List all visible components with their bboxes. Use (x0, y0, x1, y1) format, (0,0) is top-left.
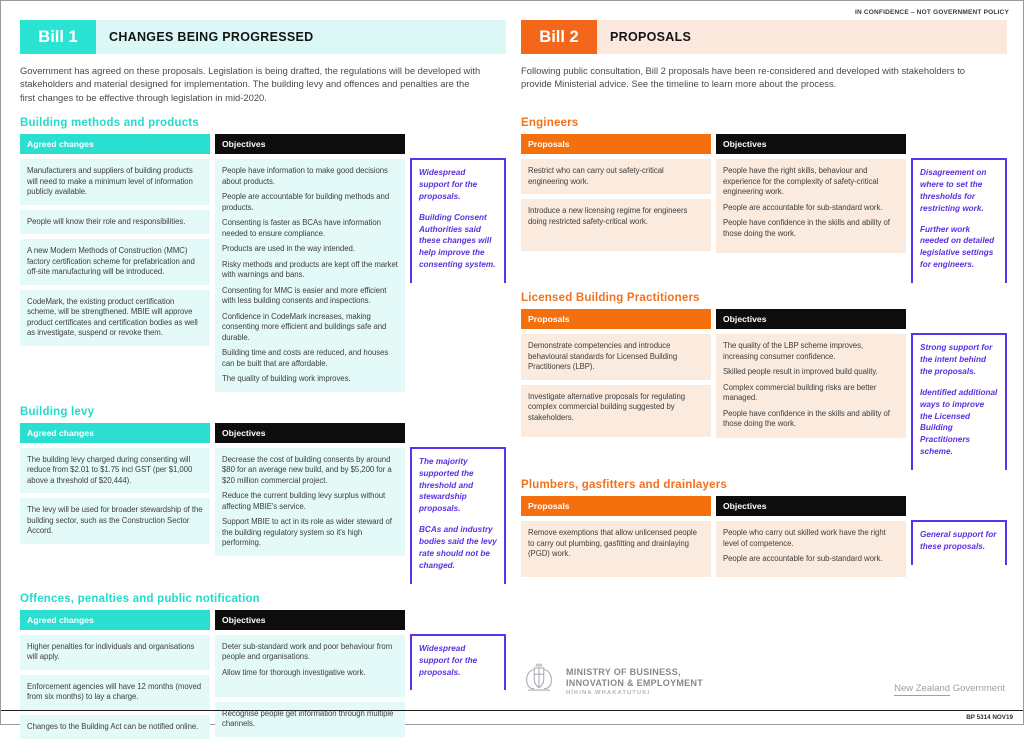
cell-text: People are accountable for building methods and products. (222, 192, 390, 212)
cell-text: Manufacturers and suppliers of building products will need to make a minimum level of information publicly available. (27, 166, 193, 197)
cell-text: The building levy charged during consenting will reduce from $2.01 to $1.75 incl GST (per $1,000 above a threshold of $20,444). (27, 454, 193, 485)
cell-text: Remove exemptions that allow unlicensed people to carry out plumbing, gasfitting and drainlaying (PGD) work. (528, 528, 697, 559)
cell-text: Complex commercial building risks are better managed. (723, 382, 877, 403)
consultation-annotation-box (911, 333, 1007, 470)
change-item (521, 159, 711, 194)
objectives-column-header: Objectives (716, 309, 906, 329)
cell-text: CodeMark, the existing product certification scheme, will be strengthened. MBIE will approve product certificates and certification bodies as well as investigate, suspend or revoke them. (27, 296, 198, 338)
ministry-name-line1: MINISTRY OF BUSINESS, (566, 666, 681, 677)
cell-text: People are accountable for sub-standard work. (723, 202, 883, 212)
objective-item-column (215, 423, 405, 561)
objective-item (215, 159, 405, 392)
cell-text: People have confidence in the skills and ability of those doing the work. (723, 408, 890, 429)
objective-item-column (716, 134, 906, 258)
cell-text: People have information to make good decisions about products. (222, 166, 388, 186)
annotation-text: Widespread support for the proposals. (419, 168, 478, 201)
objective-item-column (716, 309, 906, 443)
change-item-column (20, 610, 210, 745)
annotation-text: The majority supported the threshold and stewardship proposals. (419, 456, 474, 514)
bill1-intro: Government has agreed on these proposals. Legislation is being drafted, the regulations will be developed with stakeholders and material designed for implementation. The building levy and offences and penalties are the first changes to be effective through legislation in mid-2020. (20, 65, 481, 103)
consultation-annotation-box (911, 158, 1007, 283)
footer-divider (1, 710, 1023, 711)
consultation-annotation-box (911, 520, 1007, 565)
section-heading: Offences, penalties and public notification (20, 592, 260, 605)
changes-column-header: Proposals (521, 496, 711, 516)
annotation-text: Building Consent Authorities said these changes will help improve the consenting system. (419, 212, 496, 270)
objectives-column-header: Objectives (215, 423, 405, 443)
annotation-text: Identified additional ways to improve the Licensed Building Practitioners scheme. (920, 387, 998, 457)
change-item (20, 210, 210, 235)
change-item (20, 715, 210, 740)
cell-text: Allow time for thorough investigative work. (222, 667, 366, 677)
cell-text: Demonstrate competencies and introduce behavioural standards for Licensed Building Practitioners (LBP). (528, 341, 678, 372)
ministry-name (566, 667, 703, 696)
section-heading: Plumbers, gasfitters and drainlayers (521, 479, 727, 492)
objective-item-column (716, 496, 906, 582)
change-item (20, 498, 210, 544)
change-item (521, 334, 711, 380)
document-reference: BP 5314 NOV19 (966, 714, 1013, 721)
cell-text: Changes to the Building Act can be notified online. (27, 721, 199, 731)
objectives-column-header: Objectives (716, 496, 906, 516)
objectives-column-header: Objectives (215, 610, 405, 630)
section-grid (521, 496, 1017, 582)
section-grid (20, 134, 506, 397)
cell-text: Deter sub-standard work and poor behaviour from people and organisations. (222, 641, 393, 662)
ministry-name-line2: INNOVATION & EMPLOYMENT (566, 677, 704, 688)
cell-text: Consenting for MMC is easier and more efficient with less building consents and inspections. (222, 285, 387, 306)
change-item (20, 159, 210, 205)
change-item (521, 521, 711, 577)
consultation-annotation-box (410, 634, 506, 691)
cell-text: Restrict who can carry out safety-critical engineering work. (528, 166, 664, 186)
change-item (20, 448, 210, 494)
objective-item (716, 159, 906, 253)
annotation-text: Disagreement on where to set the thresholds for restricting work. (920, 168, 987, 213)
section-grid (20, 610, 506, 745)
change-item (20, 675, 210, 710)
section-heading: Building methods and products (20, 117, 199, 129)
section (521, 479, 1017, 582)
bill1-badge: Bill 1 (20, 20, 96, 54)
bill2-header-band (521, 20, 1007, 54)
change-item (20, 239, 210, 285)
change-item (20, 290, 210, 346)
cell-text: Decrease the cost of building consents by around $80 for an average new build, and by $5,200 for a $20 million commercial project. (222, 454, 392, 485)
changes-column-header: Proposals (521, 134, 711, 154)
nz-government-nz-part: New Zealand (894, 683, 951, 694)
bill2-panel (513, 20, 1023, 753)
consultation-annotation-box (410, 447, 506, 584)
change-item-column (20, 423, 210, 549)
cell-text: People are accountable for sub-standard work. (723, 554, 883, 564)
objectives-column-header: Objectives (716, 134, 906, 154)
changes-column-header: Agreed changes (20, 610, 210, 630)
content-columns (1, 1, 1023, 753)
objective-item-column (215, 134, 405, 397)
annotation-text: Strong support for the intent behind the proposals. (920, 343, 993, 376)
cell-text: Introduce a new licensing regime for engineers doing restricted safety-critical work. (528, 206, 688, 226)
cell-text: People have the right skills, behaviour and experience for the complexity of safety-critical engineering work. (723, 166, 879, 197)
change-item (20, 635, 210, 670)
cell-text: The quality of the LBP scheme improves, increasing consumer confidence. (723, 341, 864, 361)
cell-text: Confidence in CodeMark increases, making consenting more efficient and buildings safe and durable. (222, 311, 387, 342)
annotation-text: Further work needed on detailed legislative settings for engineers. (920, 224, 995, 270)
bill2-sections (521, 117, 1017, 582)
cell-text: Enforcement agencies will have 12 months (moved from six months) to lay a charge. (27, 681, 202, 702)
cell-text: A new Modern Methods of Construction (MMC) factory certification scheme for prefabrication and off-site manufacturing will be introduced. (27, 246, 195, 277)
section-grid (521, 134, 1017, 283)
confidentiality-notice: IN CONFIDENCE – NOT GOVERNMENT POLICY (854, 9, 1009, 16)
section (521, 292, 1017, 470)
cell-text: The quality of building work improves. (222, 374, 351, 384)
section (20, 117, 506, 397)
change-item-column (521, 496, 711, 582)
ministry-maori-name: HĪKINA WHAKATUTUKI (566, 690, 651, 697)
objective-item (215, 635, 405, 697)
footer-ministry-block (520, 661, 703, 702)
cell-text: Higher penalties for individuals and organisations will apply. (27, 641, 195, 662)
bill2-title: PROPOSALS (597, 20, 1007, 54)
objective-item (215, 702, 405, 737)
bill1-sections (20, 117, 506, 744)
section (20, 406, 506, 584)
cell-text: Support MBIE to act in its role as wider steward of the building regulatory system so it's high performing. (222, 517, 392, 548)
section (521, 117, 1017, 283)
section-heading: Engineers (521, 117, 579, 129)
mbie-coat-of-arms-icon (520, 661, 558, 702)
bill1-header-band (20, 20, 506, 54)
objective-item (716, 334, 906, 438)
objective-item (215, 448, 405, 556)
cell-text: Consenting is faster as BCAs have information needed to ensure compliance. (222, 218, 381, 238)
cell-text: Recognise people get information through multiple channels. (222, 708, 394, 729)
bill1-panel (1, 20, 513, 753)
change-item-column (521, 309, 711, 442)
cell-text: Investigate alternative proposals for regulating complex commercial building suggested by stakeholders. (528, 391, 686, 422)
cell-text: Building time and costs are reduced, and houses can be built that are affordable. (222, 348, 389, 368)
nz-government-rest-part: Government (950, 683, 1005, 694)
section-grid (20, 423, 506, 584)
cell-text: Skilled people result in improved build quality. (723, 367, 878, 377)
annotation-text: Widespread support for the proposals. (419, 643, 478, 677)
objective-item-column (215, 610, 405, 742)
nz-government-logo (894, 683, 1005, 694)
section-grid (521, 309, 1017, 470)
bill2-badge: Bill 2 (521, 20, 597, 54)
change-item (521, 199, 711, 251)
cell-text: Risky methods and products are kept off the market with warnings and bans. (222, 259, 398, 280)
changes-column-header: Proposals (521, 309, 711, 329)
objectives-column-header: Objectives (215, 134, 405, 154)
annotation-text: BCAs and industry bodies said the levy rate should not be changed. (419, 525, 497, 570)
bill1-title: CHANGES BEING PROGRESSED (96, 20, 506, 54)
section (20, 593, 506, 745)
section-heading: Building levy (20, 405, 95, 418)
change-item-column (521, 134, 711, 256)
cell-text: Reduce the current building levy surplus without affecting MBIE's service. (222, 491, 386, 511)
consultation-annotation-box (410, 158, 506, 283)
cell-text: People have confidence in the skills and ability of those doing the work. (723, 218, 890, 238)
annotation-text: General support for these proposals. (920, 530, 997, 552)
cell-text: Products are used in the way intended. (222, 244, 355, 254)
changes-column-header: Agreed changes (20, 423, 210, 443)
bill2-intro: Following public consultation, Bill 2 proposals have been re-considered and developed with stakeholders to provide Ministerial advice. See the timeline to learn more about the process. (521, 65, 966, 90)
cell-text: The levy will be used for broader stewardship of the building sector, such as the Construction Sector Accord. (27, 505, 203, 536)
change-item-column (20, 134, 210, 351)
cell-text: People will know their role and responsibilities. (27, 216, 186, 226)
section-heading: Licensed Building Practitioners (521, 292, 700, 305)
cell-text: People who carry out skilled work have the right level of competence. (723, 528, 886, 548)
change-item (521, 385, 711, 437)
changes-column-header: Agreed changes (20, 134, 210, 154)
objective-item (716, 521, 906, 577)
